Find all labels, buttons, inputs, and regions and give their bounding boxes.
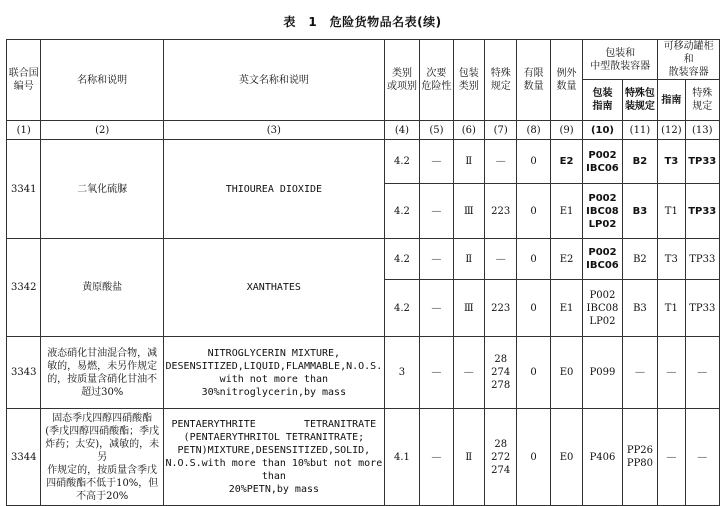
header-packing-group: 包装 类别 [453,40,484,121]
packing-instruction: P406 [583,409,622,506]
tank-special: — [685,409,720,506]
col-number: (3) [163,121,384,140]
header-subsidiary-risk: 次要 危险性 [420,40,453,121]
class: 4.2 [384,280,419,337]
english-name: PENTAERYTHRITE TETRANITRATE (PENTAERYTHRITOL TETRANITRATE; PETN)MIXTURE,DESENSITIZED,SOLID, N.O.S.with more than 10%but not more than 20%PETN,by mass [163,409,384,506]
packing-group: Ⅲ [453,280,484,337]
header-special-packing: 特殊包 装规定 [622,80,657,121]
english-name: THIOUREA DIOXIDE [163,140,384,239]
special-provisions: 223 [485,184,517,239]
col-number: (10) [583,121,622,140]
class: 4.1 [384,409,419,506]
excepted-quantity: E0 [550,337,582,409]
dangerous-goods-table [6,39,720,506]
column-number-row [7,121,720,140]
header-class: 类别 或项别 [384,40,419,121]
header-portable-tanks: 可移动罐柜和 散装容器 [658,40,720,80]
packing-group: Ⅲ [453,184,484,239]
excepted-quantity: E2 [550,140,582,184]
tank-special: TP33 [685,239,720,280]
excepted-quantity: E1 [550,184,582,239]
special-packing: B3 [622,280,657,337]
subsidiary-risk: — [420,184,453,239]
header-row-1 [7,40,720,80]
col-number: (6) [453,121,484,140]
header-tank-special: 特殊 规定 [685,80,720,121]
tank-special: TP33 [685,140,720,184]
limited-quantity: 0 [517,409,550,506]
limited-quantity: 0 [517,337,550,409]
subsidiary-risk: — [420,280,453,337]
header-english-name: 英文名称和说明 [163,40,384,121]
col-number: (4) [384,121,419,140]
excepted-quantity: E0 [550,409,582,506]
class: 3 [384,337,419,409]
subsidiary-risk: — [420,409,453,506]
un-number: 3341 [7,140,41,239]
chinese-name: 二氧化硫脲 [41,140,164,239]
packing-instruction: P002 IBC08 LP02 [583,280,622,337]
special-provisions: 28 274 278 [485,337,517,409]
packing-group: Ⅱ [453,239,484,280]
packing-group: — [453,337,484,409]
excepted-quantity: E2 [550,239,582,280]
header-name: 名称和说明 [41,40,164,121]
special-packing: B2 [622,140,657,184]
limited-quantity: 0 [517,184,550,239]
english-name: XANTHATES [163,239,384,337]
tank-special: TP33 [685,184,720,239]
tank-instruction: T1 [658,280,685,337]
header-excepted-quantity: 例外 数量 [550,40,582,121]
col-number: (8) [517,121,550,140]
special-packing: — [622,337,657,409]
special-provisions: 28 272 274 [485,409,517,506]
header-packing-instruction: 包装 指南 [583,80,622,121]
col-number: (9) [550,121,582,140]
class: 4.2 [384,184,419,239]
special-packing: B3 [622,184,657,239]
table-row [7,409,720,506]
un-number: 3343 [7,337,41,409]
col-number: (11) [622,121,657,140]
subsidiary-risk: — [420,239,453,280]
tank-special: — [685,337,720,409]
class: 4.2 [384,239,419,280]
tank-instruction: T1 [658,184,685,239]
special-provisions: — [485,140,517,184]
special-packing: PP26 PP80 [622,409,657,506]
header-un-number: 联合国 编号 [7,40,41,121]
header-limited-quantity: 有限 数量 [517,40,550,121]
chinese-name: 固态季戊四醇四硝酸酯 (季戊四醇四硝酸酯；季戊 炸药；太安)，减敏的，未另 作规定的，按质量含季戊 四硝酸酯不低于10%，但 不高于20% [41,409,164,506]
tank-special: TP33 [685,280,720,337]
table-row [7,239,720,280]
tank-instruction: T3 [658,140,685,184]
chinese-name: 黄原酸盐 [41,239,164,337]
packing-instruction: P002 IBC06 [583,140,622,184]
limited-quantity: 0 [517,239,550,280]
packing-instruction: P099 [583,337,622,409]
special-provisions: — [485,239,517,280]
tank-instruction: T3 [658,239,685,280]
header-packaging-ibc: 包装和 中型散装容器 [583,40,658,80]
packing-group: Ⅱ [453,409,484,506]
special-provisions: 223 [485,280,517,337]
col-number: (1) [7,121,41,140]
packing-instruction: P002 IBC06 [583,239,622,280]
tank-instruction: — [658,337,685,409]
packing-instruction: P002 IBC08 LP02 [583,184,622,239]
col-number: (5) [420,121,453,140]
special-packing: B2 [622,239,657,280]
un-number: 3344 [7,409,41,506]
subsidiary-risk: — [420,140,453,184]
limited-quantity: 0 [517,280,550,337]
header-tank-instruction: 指南 [658,80,685,121]
table-row [7,337,720,409]
un-number: 3342 [7,239,41,337]
table-title: 表 1 危险货物品名表(续) [283,15,442,29]
col-number: (2) [41,121,164,140]
class: 4.2 [384,140,419,184]
col-number: (12) [658,121,685,140]
excepted-quantity: E1 [550,280,582,337]
chinese-name: 液态硝化甘油混合物，减 敏的，易燃，未另作规定 的，按质量含硝化甘油不 超过30% [41,337,164,409]
header-special-provisions: 特殊 规定 [485,40,517,121]
packing-group: Ⅱ [453,140,484,184]
tank-instruction: — [658,409,685,506]
table-row [7,140,720,184]
col-number: (13) [685,121,720,140]
limited-quantity: 0 [517,140,550,184]
col-number: (7) [485,121,517,140]
english-name: NITROGLYCERIN MIXTURE, DESENSITIZED,LIQUID,FLAMMABLE,N.O.S. with not more than 30%nitroglycerin,by mass [163,337,384,409]
subsidiary-risk: — [420,337,453,409]
